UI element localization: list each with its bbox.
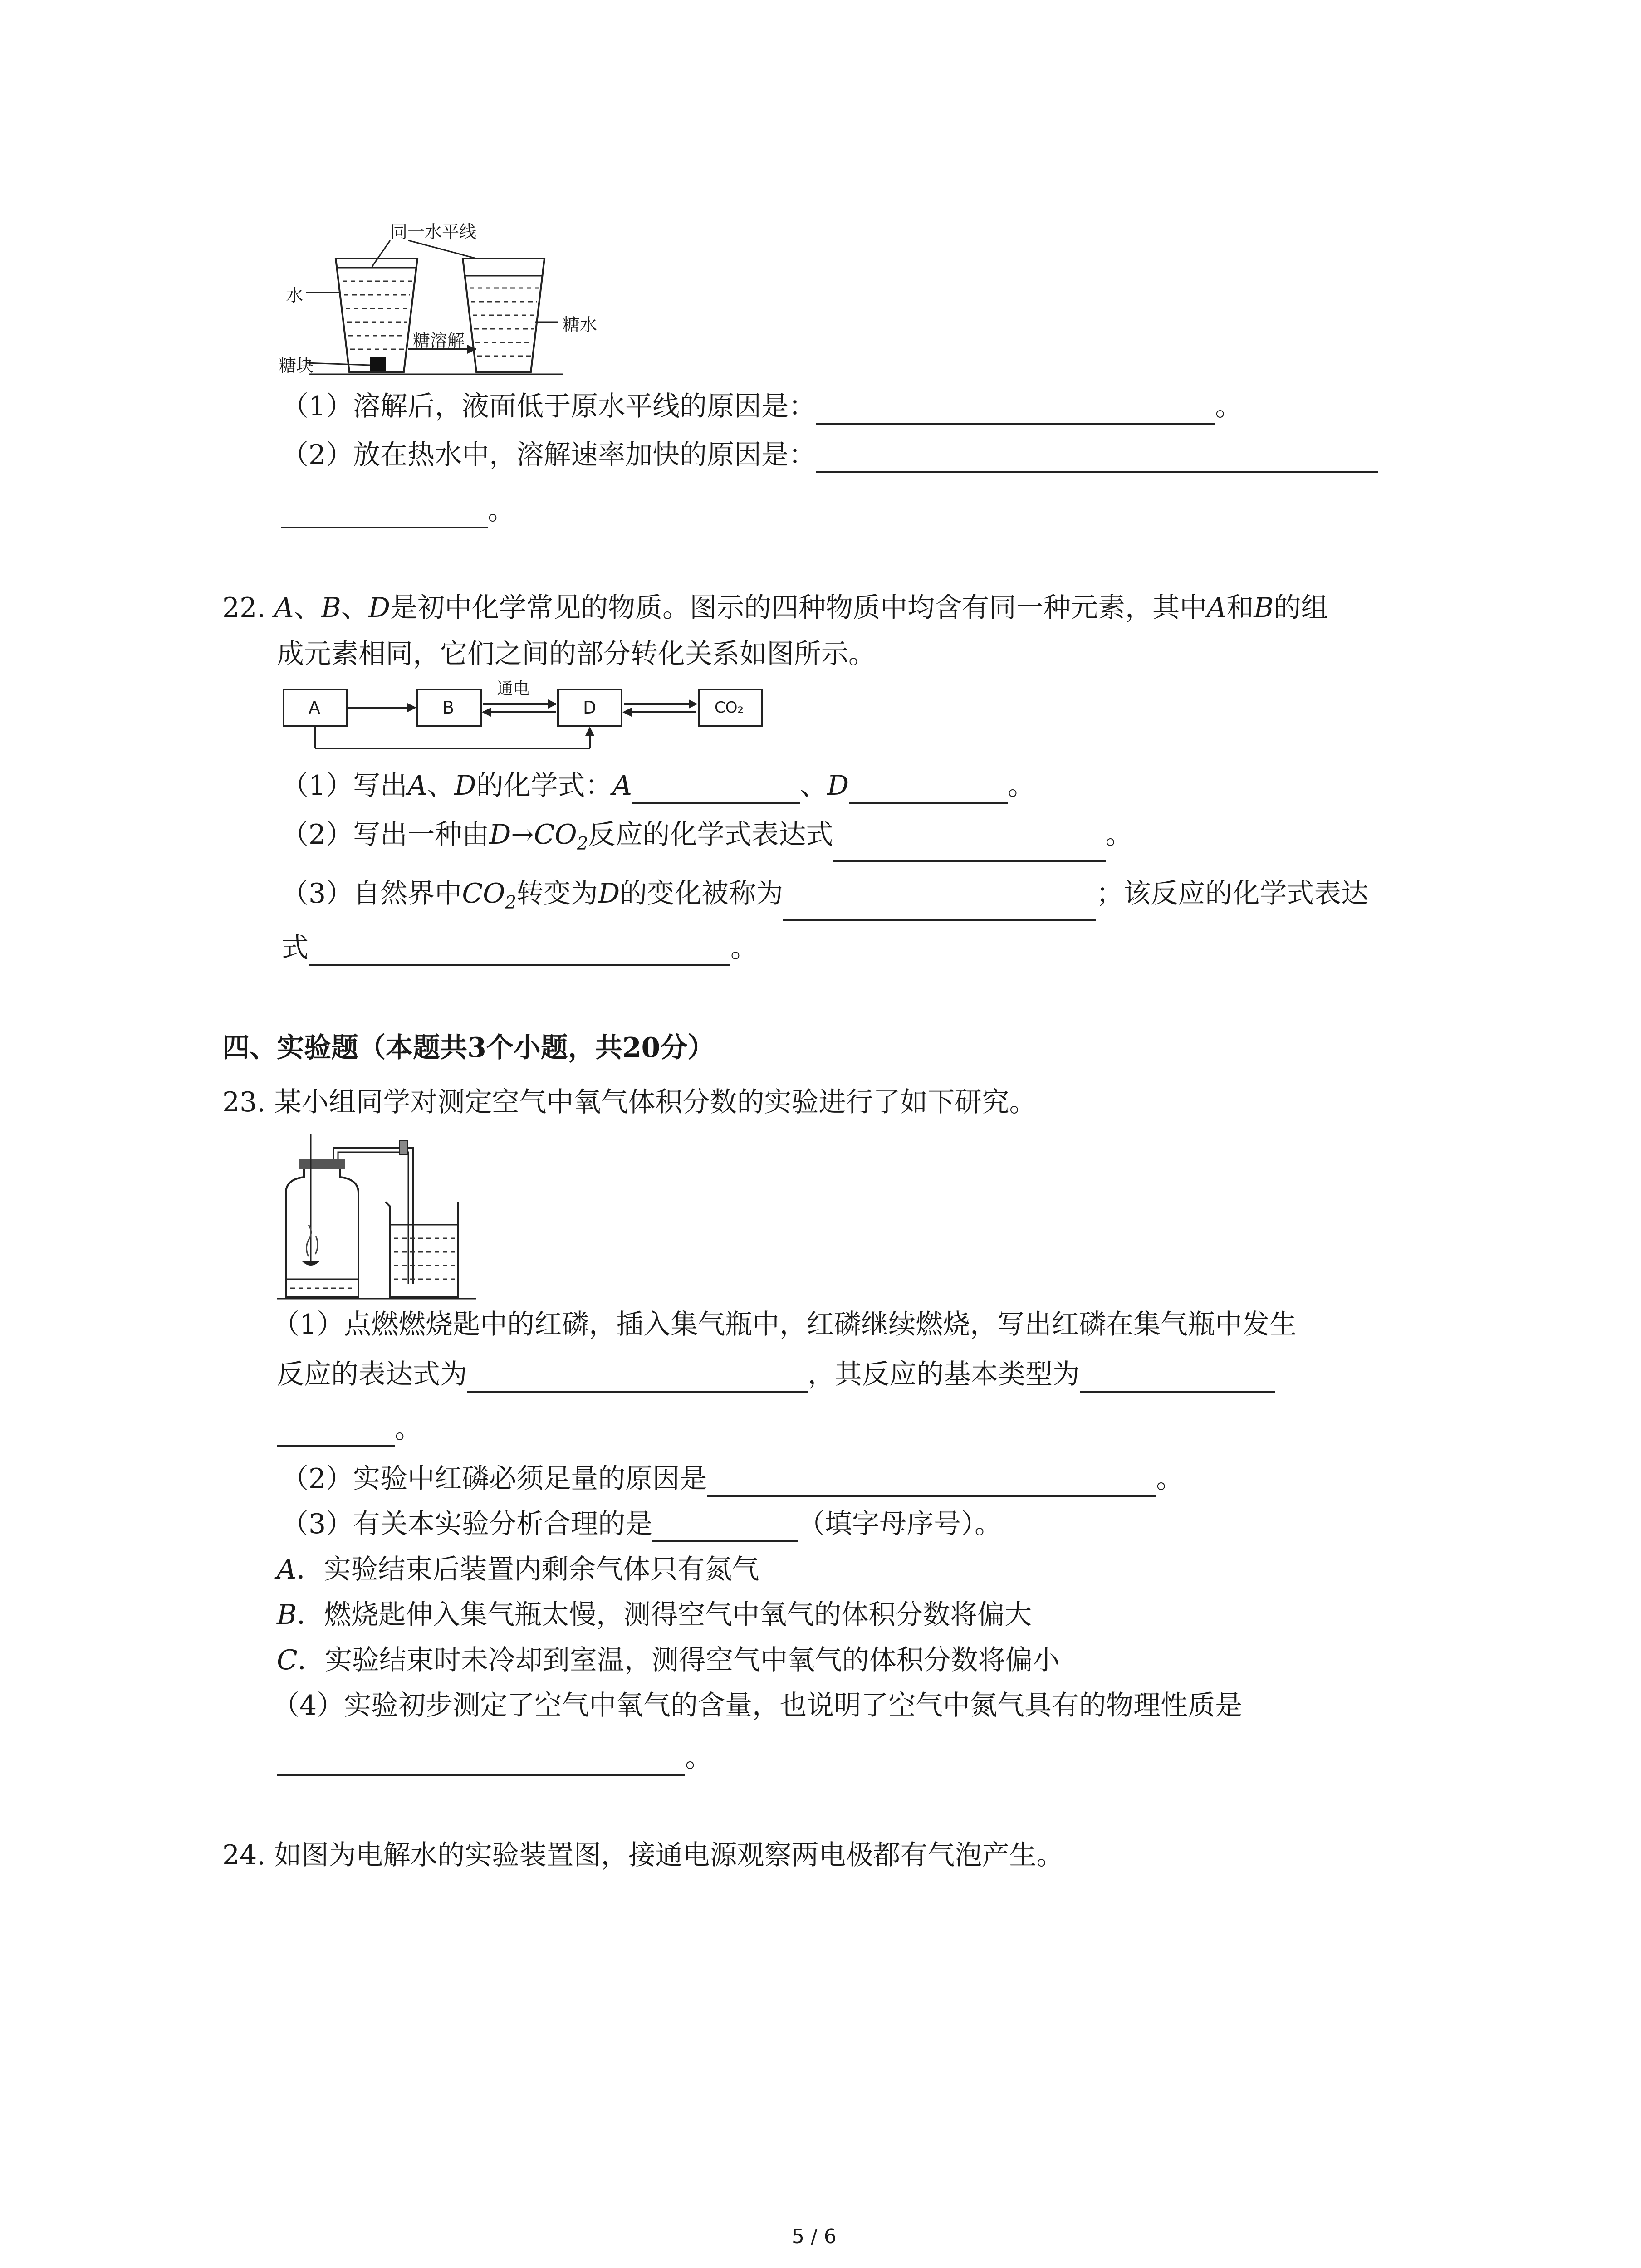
answer-blank[interactable] xyxy=(833,833,1106,862)
label-sugar-cube: 糖块 xyxy=(279,356,314,376)
oxygen-apparatus-drawing xyxy=(277,1134,531,1306)
q23-part4: （4）实验初步测定了空气中氧气的含量，也说明了空气中氮气具有的物理性质是 xyxy=(272,1690,1243,1721)
figure-oxygen-apparatus xyxy=(277,1134,531,1306)
q22-conversion-diagram xyxy=(281,679,771,762)
answer-blank[interactable] xyxy=(309,937,730,966)
q23-part1-cont: 。 xyxy=(277,1411,422,1447)
box-d-label: D xyxy=(583,698,597,718)
q22-part2: （2）写出一种由$D\to CO_2$反应的化学式表达式 。 xyxy=(281,816,1133,862)
answer-blank-expression[interactable] xyxy=(467,1364,808,1393)
q23-part1-line1: （1）点燃燃烧匙中的红磷，插入集气瓶中，红磷继续燃烧，写出红磷在集气瓶中发生 xyxy=(272,1309,1297,1340)
box-a-label: A xyxy=(309,698,320,718)
q23-part3: （3）有关本实验分析合理的是 （填字母序号）。 xyxy=(281,1506,1002,1542)
answer-blank[interactable] xyxy=(783,892,1096,921)
q23-part2: （2）实验中红磷必须足量的原因是 。 xyxy=(281,1461,1183,1497)
q23-option-b: B．燃烧匙伸入集气瓶太慢，测得空气中氧气的体积分数将偏大 xyxy=(277,1599,1032,1631)
label-water: 水 xyxy=(286,285,304,305)
q21-part1: （1）溶解后，液面低于原水平线的原因是： 。 xyxy=(281,388,1242,425)
answer-blank[interactable] xyxy=(277,1747,685,1776)
answer-blank[interactable] xyxy=(816,396,1215,425)
q24-stem: 24. 如图为电解水的实验装置图，接通电源观察两电极都有气泡产生。 xyxy=(222,1839,1064,1871)
q23-stem: 23. 某小组同学对测定空气中氧气体积分数的实验进行了如下研究。 xyxy=(222,1086,1037,1118)
box-b-label: B xyxy=(442,698,455,718)
q22-stem-line1: 22. A、B、D是初中化学常见的物质。图示的四种物质中均含有同一种元素，其中A和B的组 xyxy=(222,592,1328,624)
section-title: 四、实验题（本题共3个小题，共20分） xyxy=(222,1032,715,1064)
label-electrolysis: 通电 xyxy=(497,679,530,698)
q23-part4-cont: 。 xyxy=(277,1740,712,1776)
answer-blank-type[interactable] xyxy=(1080,1364,1275,1393)
q23-option-a: A．实验结束后装置内剩余气体只有氮气 xyxy=(277,1554,759,1585)
box-co2-label: CO₂ xyxy=(715,699,744,717)
q23-part1-line2: 反应的表达式为 ，其反应的基本类型为 xyxy=(277,1356,1275,1393)
label-dissolve: 糖溶解 xyxy=(413,331,465,351)
answer-blank[interactable] xyxy=(277,1418,395,1447)
answer-blank[interactable] xyxy=(816,444,1378,473)
q22-part3: （3）自然界中$CO_2$转变为D的变化被称为 ；该反应的化学式表达 xyxy=(281,875,1368,921)
sugar-dissolving-drawing xyxy=(268,213,771,386)
q21-part2-cont: 。 xyxy=(281,492,515,528)
answer-blank[interactable] xyxy=(281,499,488,528)
label-sugar-water: 糖水 xyxy=(563,315,598,335)
answer-blank[interactable] xyxy=(707,1468,1156,1497)
q21-part2: （2）放在热水中，溶解速率加快的原因是： xyxy=(281,437,1378,473)
q23-option-c: C．实验结束时未冷却到室温，测得空气中氧气的体积分数将偏小 xyxy=(277,1644,1060,1676)
answer-blank[interactable] xyxy=(652,1513,798,1542)
figure-sugar-dissolving xyxy=(268,213,771,386)
page-number: 5 / 6 xyxy=(792,2225,837,2248)
answer-blank-d[interactable] xyxy=(849,775,1008,804)
label-same-level: 同一水平线 xyxy=(390,222,477,242)
q22-stem-line2: 成元素相同，它们之间的部分转化关系如图所示。 xyxy=(277,638,876,670)
q22-part3-cont: 式 。 xyxy=(281,930,758,966)
answer-blank-a[interactable] xyxy=(632,775,800,804)
q22-part1: （1）写出A、D的化学式：A 、D 。 xyxy=(281,767,1035,804)
